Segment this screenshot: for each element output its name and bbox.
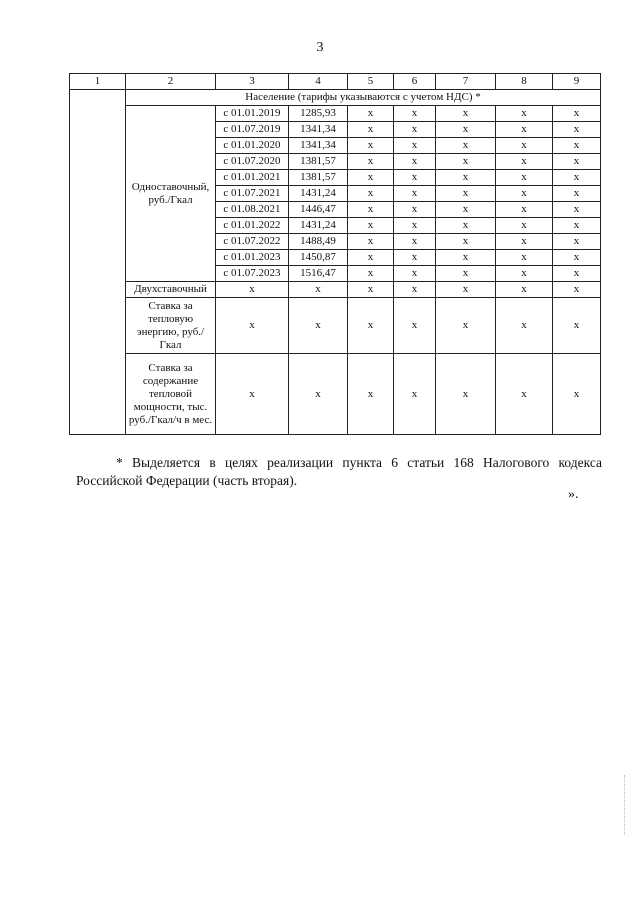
two-rate-cell: х	[553, 282, 601, 298]
x-cell: х	[553, 250, 601, 266]
x-cell: х	[348, 266, 394, 282]
x-cell: х	[348, 122, 394, 138]
tariff-value-cell: 1341,34	[289, 138, 348, 154]
capacity-rate-cell: х	[436, 354, 496, 435]
date-cell: с 01.07.2023	[216, 266, 289, 282]
tariff-table	[69, 73, 601, 435]
date-cell: с 01.07.2021	[216, 186, 289, 202]
x-cell: х	[553, 218, 601, 234]
date-cell: с 01.01.2021	[216, 170, 289, 186]
tariff-value-cell: 1488,49	[289, 234, 348, 250]
x-cell: х	[436, 106, 496, 122]
x-cell: х	[348, 170, 394, 186]
x-cell: х	[436, 266, 496, 282]
date-cell: с 01.01.2022	[216, 218, 289, 234]
energy-rate-cell: х	[436, 298, 496, 354]
page-number: 3	[316, 40, 324, 55]
two-rate-cell: х	[216, 282, 289, 298]
date-cell: с 01.01.2019	[216, 106, 289, 122]
x-cell: х	[348, 186, 394, 202]
tariff-value-cell: 1431,24	[289, 186, 348, 202]
header-cell-6: 6	[394, 74, 436, 90]
header-row	[70, 74, 601, 90]
x-cell: х	[496, 138, 553, 154]
header-cell-3: 3	[216, 74, 289, 90]
x-cell: х	[496, 154, 553, 170]
x-cell: х	[496, 218, 553, 234]
energy-rate-cell: х	[394, 298, 436, 354]
x-cell: х	[436, 234, 496, 250]
population-header: Население (тарифы указываются с учетом НДС) *	[126, 90, 601, 106]
two-rate-row	[70, 282, 601, 298]
capacity-rate-cell: х	[289, 354, 348, 435]
x-cell: х	[394, 170, 436, 186]
population-header-row	[70, 90, 601, 106]
tariff-value-cell: 1341,34	[289, 122, 348, 138]
x-cell: х	[553, 186, 601, 202]
energy-rate-row	[70, 298, 601, 354]
capacity-rate-cell: х	[496, 354, 553, 435]
energy-rate-cell: х	[348, 298, 394, 354]
x-cell: х	[348, 202, 394, 218]
x-cell: х	[394, 154, 436, 170]
header-cell-5: 5	[348, 74, 394, 90]
two-rate-cell: х	[436, 282, 496, 298]
energy-rate-cell: х	[289, 298, 348, 354]
x-cell: х	[436, 170, 496, 186]
x-cell: х	[496, 186, 553, 202]
date-cell: с 01.01.2023	[216, 250, 289, 266]
x-cell: х	[348, 234, 394, 250]
date-cell: с 01.07.2020	[216, 154, 289, 170]
energy-rate-cell: х	[496, 298, 553, 354]
x-cell: х	[553, 138, 601, 154]
x-cell: х	[348, 138, 394, 154]
x-cell: х	[436, 186, 496, 202]
x-cell: х	[553, 122, 601, 138]
single-rate-label: Одноставочный, руб./Гкал	[126, 106, 216, 282]
x-cell: х	[436, 250, 496, 266]
x-cell: х	[394, 186, 436, 202]
x-cell: х	[553, 170, 601, 186]
closing-quote-mark: ».	[568, 487, 579, 502]
empty-first-column	[70, 90, 126, 435]
energy-rate-label: Ставка за тепловую энергию, руб./Гкал	[126, 298, 216, 354]
x-cell: х	[553, 202, 601, 218]
two-rate-label: Двухставочный	[126, 282, 216, 298]
x-cell: х	[436, 154, 496, 170]
x-cell: х	[394, 138, 436, 154]
x-cell: х	[436, 138, 496, 154]
energy-rate-cell: х	[216, 298, 289, 354]
date-cell: с 01.01.2020	[216, 138, 289, 154]
capacity-rate-cell: х	[348, 354, 394, 435]
x-cell: х	[394, 202, 436, 218]
x-cell: х	[348, 218, 394, 234]
capacity-rate-cell: х	[216, 354, 289, 435]
two-rate-cell: х	[394, 282, 436, 298]
table-body	[70, 74, 601, 435]
x-cell: х	[496, 106, 553, 122]
x-cell: х	[553, 234, 601, 250]
tariff-value-cell: 1450,87	[289, 250, 348, 266]
header-cell-8: 8	[496, 74, 553, 90]
single-rate-row	[70, 106, 601, 122]
x-cell: х	[394, 218, 436, 234]
two-rate-cell: х	[348, 282, 394, 298]
x-cell: х	[553, 106, 601, 122]
tariff-value-cell: 1381,57	[289, 154, 348, 170]
energy-rate-cell: х	[553, 298, 601, 354]
scan-artifact	[624, 775, 627, 835]
x-cell: х	[436, 122, 496, 138]
x-cell: х	[496, 234, 553, 250]
x-cell: х	[496, 250, 553, 266]
x-cell: х	[348, 154, 394, 170]
x-cell: х	[394, 106, 436, 122]
x-cell: х	[348, 250, 394, 266]
x-cell: х	[394, 122, 436, 138]
header-cell-2: 2	[126, 74, 216, 90]
header-cell-4: 4	[289, 74, 348, 90]
header-cell-1: 1	[70, 74, 126, 90]
x-cell: х	[436, 218, 496, 234]
x-cell: х	[553, 266, 601, 282]
x-cell: х	[496, 202, 553, 218]
x-cell: х	[496, 266, 553, 282]
tariff-value-cell: 1446,47	[289, 202, 348, 218]
header-cell-9: 9	[553, 74, 601, 90]
x-cell: х	[394, 266, 436, 282]
x-cell: х	[553, 154, 601, 170]
x-cell: х	[496, 170, 553, 186]
footnote: * Выделяется в целях реализации пункта 6 статьи 168 Налогового кодекса Российской Федерации (часть вторая).	[76, 455, 602, 488]
two-rate-cell: х	[496, 282, 553, 298]
date-cell: с 01.08.2021	[216, 202, 289, 218]
tariff-value-cell: 1381,57	[289, 170, 348, 186]
capacity-rate-cell: х	[553, 354, 601, 435]
x-cell: х	[394, 250, 436, 266]
capacity-rate-row	[70, 354, 601, 435]
capacity-rate-label: Ставка за содержание тепловой мощности, тыс. руб./Гкал/ч в мес.	[126, 354, 216, 435]
two-rate-cell: х	[289, 282, 348, 298]
x-cell: х	[496, 122, 553, 138]
x-cell: х	[436, 202, 496, 218]
date-cell: с 01.07.2019	[216, 122, 289, 138]
x-cell: х	[394, 234, 436, 250]
tariff-value-cell: 1431,24	[289, 218, 348, 234]
header-cell-7: 7	[436, 74, 496, 90]
capacity-rate-cell: х	[394, 354, 436, 435]
tariff-value-cell: 1285,93	[289, 106, 348, 122]
tariff-value-cell: 1516,47	[289, 266, 348, 282]
date-cell: с 01.07.2022	[216, 234, 289, 250]
x-cell: х	[348, 106, 394, 122]
